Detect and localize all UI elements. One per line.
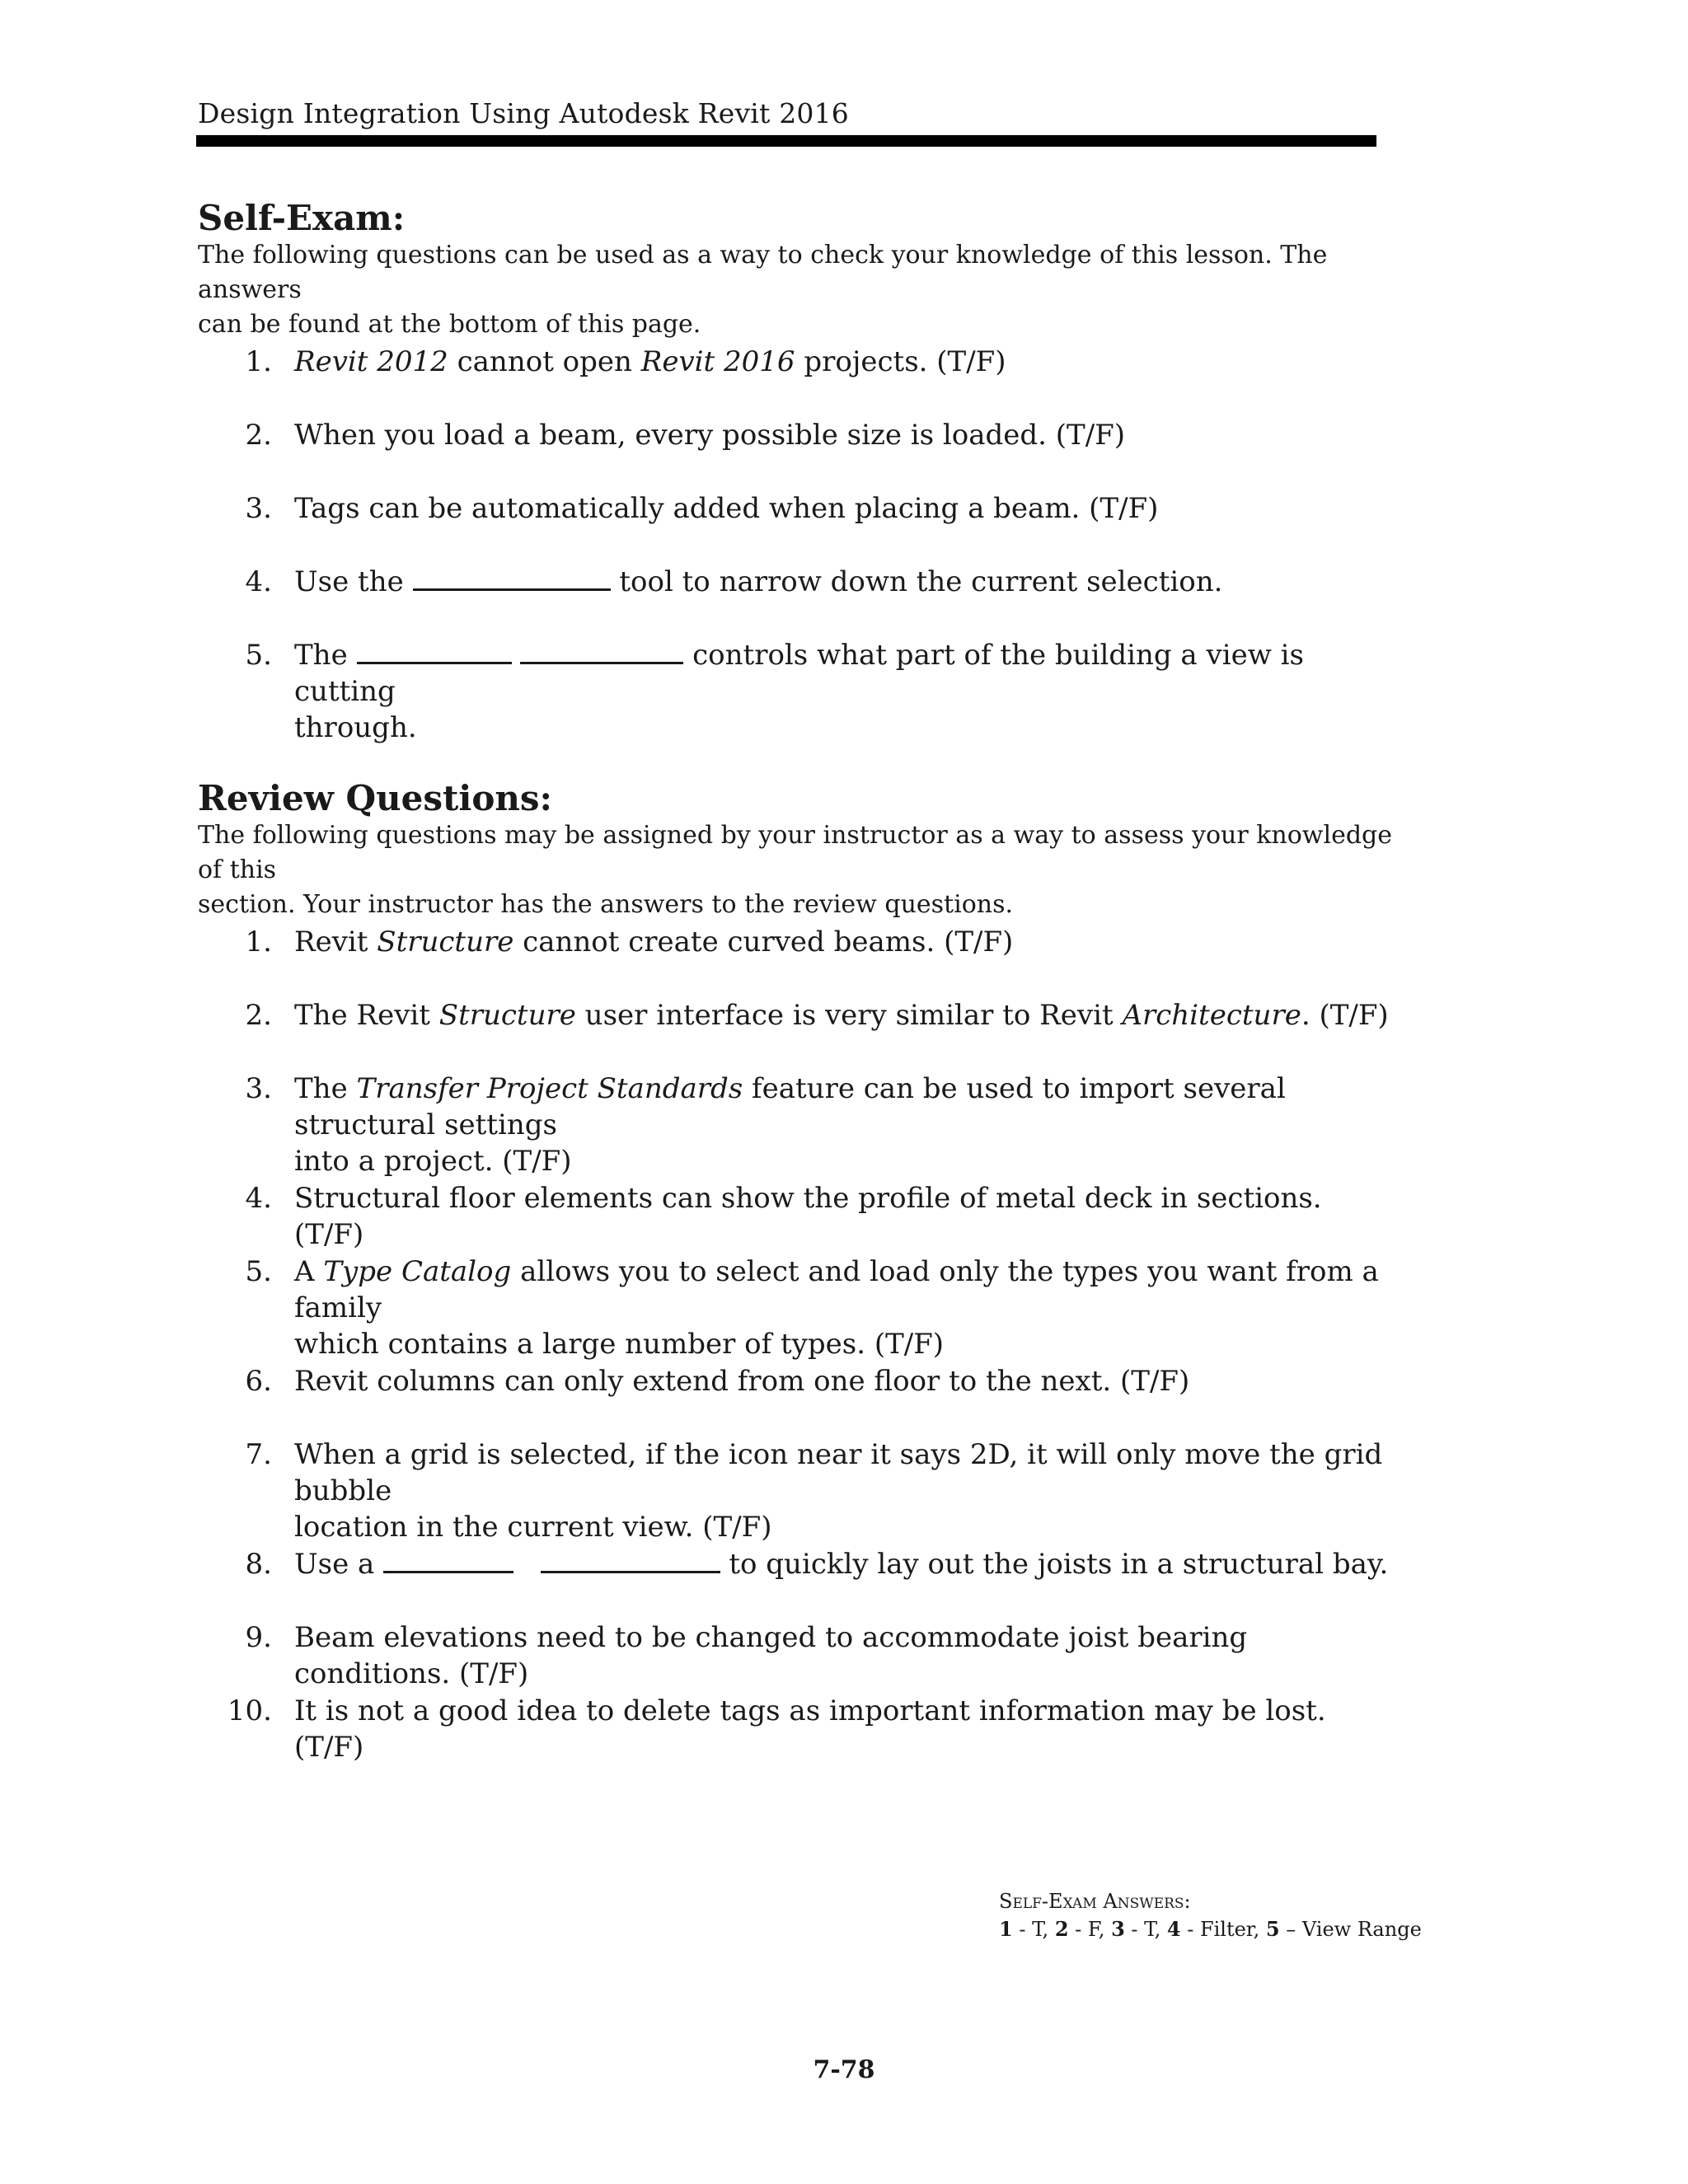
self-exam-intro-line2: can be found at the bottom of this page. <box>198 310 701 339</box>
question-text: Revit 2012 cannot open Revit 2016 projects. (T/F) <box>294 345 1006 378</box>
question-number: 9. <box>245 1621 272 1654</box>
question-text: When a grid is selected, if the icon near it says 2D, it will only move the grid bubble location in the current view. (T/F) <box>294 1438 1383 1544</box>
answers-heading: Self-Exam Answers: <box>999 1890 1191 1913</box>
running-header: Design Integration Using Autodesk Revit 2016 <box>198 97 849 129</box>
header-rule <box>196 135 1376 147</box>
fill-in-blank[interactable] <box>541 1546 720 1573</box>
question-number: 4. <box>245 1182 272 1215</box>
question-number: 1. <box>245 926 272 958</box>
question-number: 3. <box>245 1072 272 1105</box>
question-number: 6. <box>245 1365 272 1398</box>
question-number: 5. <box>245 639 272 672</box>
review-intro <box>198 818 1393 922</box>
review-intro-line2: section. Your instructor has the answers to the review questions. <box>198 890 1014 919</box>
question-text: Structural floor elements can show the profile of metal deck in sections. (T/F) <box>294 1182 1322 1251</box>
question-text: When you load a beam, every possible size is loaded. (T/F) <box>294 419 1126 452</box>
question-text: Revit Structure cannot create curved beams. (T/F) <box>294 926 1014 958</box>
self-exam-answers <box>999 1887 1422 1943</box>
question-text: The controls what part of the building a view is cutting through. <box>294 639 1304 744</box>
fill-in-blank[interactable] <box>520 637 683 664</box>
question-number: 10. <box>227 1694 272 1727</box>
question-text: It is not a good idea to delete tags as important information may be lost. (T/F) <box>294 1694 1326 1764</box>
fill-in-blank[interactable] <box>357 637 512 664</box>
question-number: 1. <box>245 345 272 378</box>
self-exam-title: Self-Exam: <box>198 198 406 238</box>
question-number: 2. <box>245 999 272 1032</box>
question-text: Tags can be automatically added when placing a beam. (T/F) <box>294 492 1159 525</box>
question-number: 3. <box>245 492 272 525</box>
review-intro-line1: The following questions may be assigned by your instructor as a way to assess your knowledge of this <box>198 821 1392 884</box>
question-number: 4. <box>245 565 272 598</box>
review-questions-title: Review Questions: <box>198 778 553 818</box>
question-text: Use a to quickly lay out the joists in a structural bay. <box>294 1548 1389 1581</box>
fill-in-blank[interactable] <box>383 1546 513 1573</box>
question-text: Use the tool to narrow down the current selection. <box>294 565 1223 598</box>
page-number: 7-78 <box>813 2055 875 2084</box>
fill-in-blank[interactable] <box>413 564 611 591</box>
question-text: Beam elevations need to be changed to accommodate joist bearing conditions. (T/F) <box>294 1621 1248 1690</box>
self-exam-intro <box>198 238 1393 342</box>
question-text: A Type Catalog allows you to select and load only the types you want from a family which contains a large number of types. (T/F) <box>294 1255 1379 1361</box>
question-number: 7. <box>245 1438 272 1471</box>
question-text: The Transfer Project Standards feature can be used to import several structural settings into a project. (T/F) <box>294 1072 1286 1178</box>
question-text: The Revit Structure user interface is very similar to Revit Architecture. (T/F) <box>294 999 1389 1032</box>
self-exam-intro-line1: The following questions can be used as a way to check your knowledge of this lesson. The answers <box>198 241 1328 304</box>
question-number: 2. <box>245 419 272 452</box>
question-text: Revit columns can only extend from one floor to the next. (T/F) <box>294 1365 1190 1398</box>
question-number: 8. <box>245 1548 272 1581</box>
answers-list: 1 - T, 2 - F, 3 - T, 4 - Filter, 5 – View Range <box>999 1917 1422 1941</box>
question-number: 5. <box>245 1255 272 1288</box>
